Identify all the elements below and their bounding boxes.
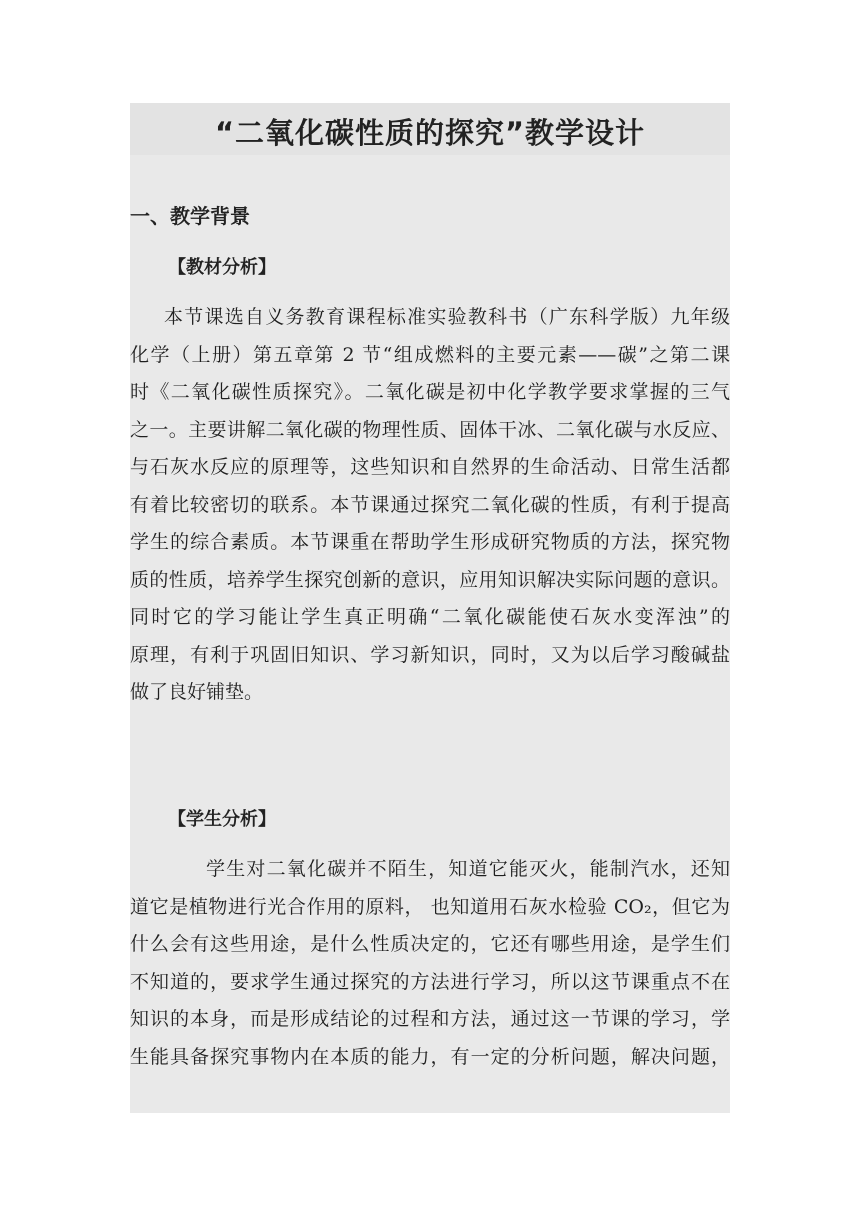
paragraph-line: 生能具备探究事物内在本质的能力，有一定的分析问题，解决问题， — [130, 1045, 730, 1068]
paragraph-line: 学生对二氧化碳并不陌生，知道它能灭火，能制汽水，还知 — [206, 858, 730, 880]
paragraph-line: 本节课选自义务教育课程标准实验教科书（广东科学版）九年级 — [164, 306, 730, 328]
paragraph-line: 知识的本身，而是形成结论的过程和方法，通过这一节课的学习，学 — [130, 1008, 730, 1030]
paragraph-textbook-analysis — [130, 299, 730, 712]
paragraph-line: 质的性质，培养学生探究创新的意识，应用知识解决实际问题的意识。 — [130, 568, 730, 591]
paragraph-line: 化学（上册）第五章第 2 节“组成燃料的主要元素——碳”之第二课 — [130, 343, 730, 366]
paragraph-line: 道它是植物进行光合作用的原料， 也知道用石灰水检验 CO₂，但它为 — [130, 895, 730, 918]
paragraph-line: 与石灰水反应的原理等，这些知识和自然界的生命活动、日常生活都 — [130, 456, 730, 478]
section-heading-teaching-background: 一、教学背景 — [130, 204, 250, 228]
document-page — [130, 103, 730, 1113]
paragraph-line: 时《二氧化碳性质探究》。二氧化碳是初中化学教学要求掌握的三气 — [130, 381, 730, 403]
paragraph-line: 之一。主要讲解二氧化碳的物理性质、固体干冰、二氧化碳与水反应、 — [130, 418, 730, 441]
subheading-textbook-analysis: 【教材分析】 — [168, 257, 276, 278]
subheading-student-analysis: 【学生分析】 — [168, 809, 276, 830]
paragraph-line: 学生的综合素质。本节课重在帮助学生形成研究物质的方法，探究物 — [130, 531, 730, 553]
paragraph-line: 原理，有利于巩固旧知识、学习新知识，同时，又为以后学习酸碱盐 — [130, 643, 730, 666]
paragraph-line: 什么会有这些用途，是什么性质决定的，它还有哪些用途，是学生们 — [130, 933, 730, 955]
paragraph-line: 做了良好铺垫。 — [130, 681, 264, 703]
paragraph-student-analysis — [130, 851, 730, 1076]
paragraph-line: 不知道的，要求学生通过探究的方法进行学习，所以这节课重点不在 — [130, 970, 730, 993]
paragraph-line: 同时它的学习能让学生真正明确“二氧化碳能使石灰水变浑浊”的 — [130, 606, 730, 628]
paragraph-line: 有着比较密切的联系。本节课通过探究二氧化碳的性质，有利于提高 — [130, 493, 730, 516]
document-title: “二氧化碳性质的探究”教学设计 — [214, 116, 646, 150]
